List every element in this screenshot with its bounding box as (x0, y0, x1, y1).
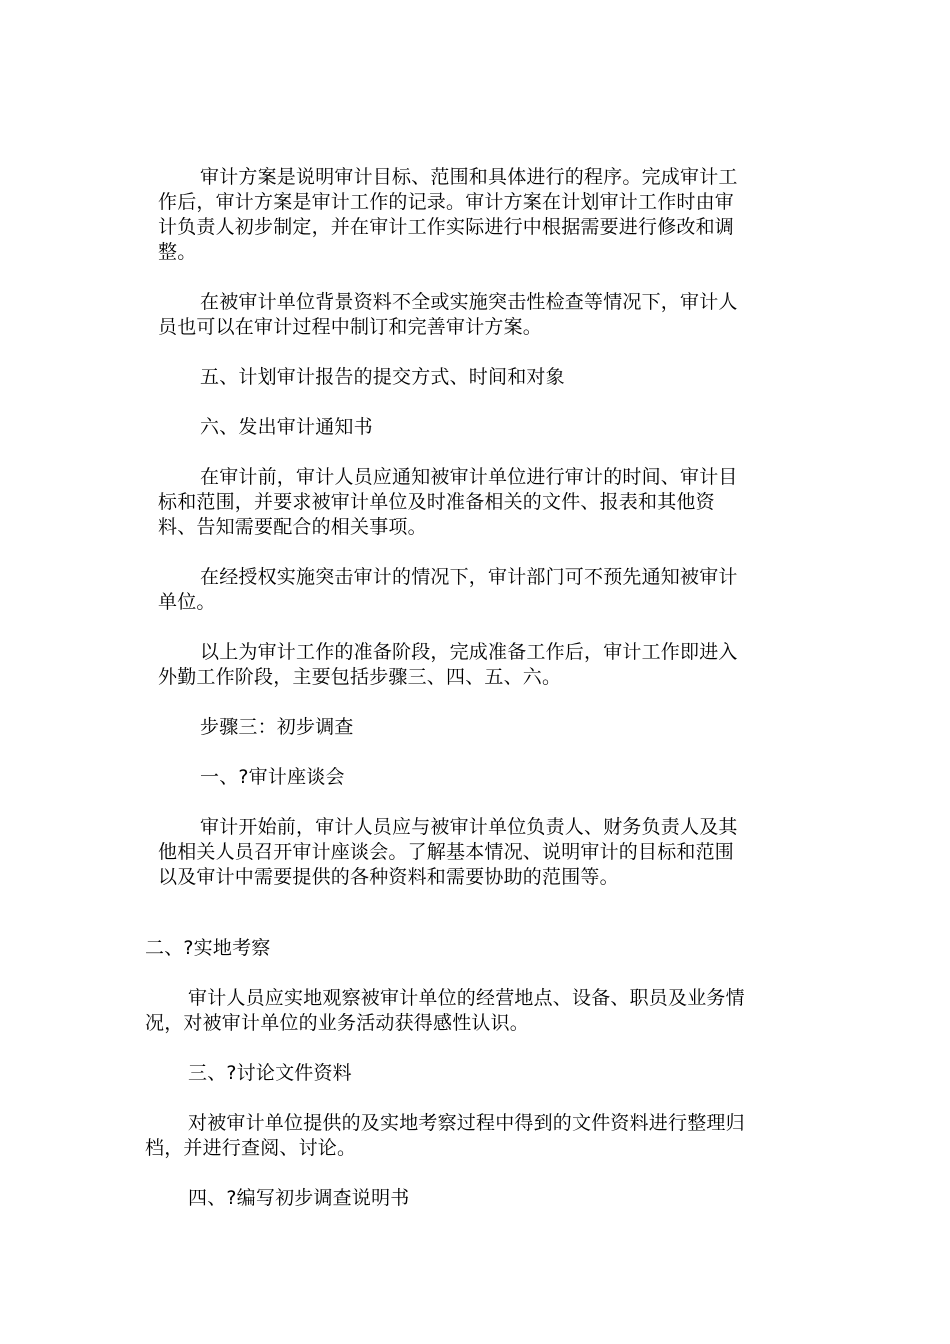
para-meeting-line-2: 他相关人员召开审计座谈会。了解基本情况、说明审计的目标和范围 (158, 841, 735, 863)
heading-five: 五、计划审计报告的提交方式、时间和对象 (200, 366, 565, 388)
para-summary-line-2: 外勤工作阶段，主要包括步骤三、四、五、六。 (158, 666, 562, 688)
para-documents-line-1: 对被审计单位提供的及实地考察过程中得到的文件资料进行整理归 (188, 1112, 745, 1134)
para-audit-plan-line-3: 计负责人初步制定，并在审计工作实际进行中根据需要进行修改和调 (158, 216, 735, 238)
para-audit-plan-line-1: 审计方案是说明审计目标、范围和具体进行的程序。完成审计工 (200, 166, 738, 188)
para-notice-line-3: 料、告知需要配合的相关事项。 (158, 516, 427, 538)
para-audit-plan-line-4: 整。 (158, 241, 197, 263)
para-notice-line-1: 在审计前，审计人员应通知被审计单位进行审计的时间、审计目 (200, 466, 738, 488)
para-meeting-line-3: 以及审计中需要提供的各种资料和需要协助的范围等。 (158, 866, 619, 888)
para-background-line-1: 在被审计单位背景资料不全或实施突击性检查等情况下，审计人 (200, 291, 738, 313)
para-background-line-2: 员也可以在审计过程中制订和完善审计方案。 (158, 316, 543, 338)
para-field-visit-line-1: 审计人员应实地观察被审计单位的经营地点、设备、职员及业务情 (188, 987, 745, 1009)
para-surprise-line-1: 在经授权实施突击审计的情况下，审计部门可不预先通知被审计 (200, 566, 738, 588)
para-documents-line-2: 档，并进行查阅、讨论。 (145, 1137, 357, 1159)
para-audit-plan-line-2: 作后，审计方案是审计工作的记录。审计方案在计划审计工作时由审 (158, 191, 735, 213)
heading-six: 六、发出审计通知书 (200, 416, 373, 438)
para-meeting-line-1: 审计开始前，审计人员应与被审计单位负责人、财务负责人及其 (200, 816, 738, 838)
para-surprise-line-2: 单位。 (158, 591, 216, 613)
heading-one-meeting: 一、?审计座谈会 (200, 766, 345, 788)
para-summary-line-1: 以上为审计工作的准备阶段，完成准备工作后，审计工作即进入 (200, 641, 738, 663)
heading-four-report: 四、?编写初步调查说明书 (188, 1187, 410, 1209)
heading-two-field-visit: 二、?实地考察 (145, 937, 271, 959)
para-field-visit-line-2: 况，对被审计单位的业务活动获得感性认识。 (145, 1012, 530, 1034)
heading-step-three: 步骤三：初步调查 (200, 716, 354, 738)
para-notice-line-2: 标和范围，并要求被审计单位及时准备相关的文件、报表和其他资 (158, 491, 715, 513)
heading-three-documents: 三、?讨论文件资料 (188, 1062, 352, 1084)
